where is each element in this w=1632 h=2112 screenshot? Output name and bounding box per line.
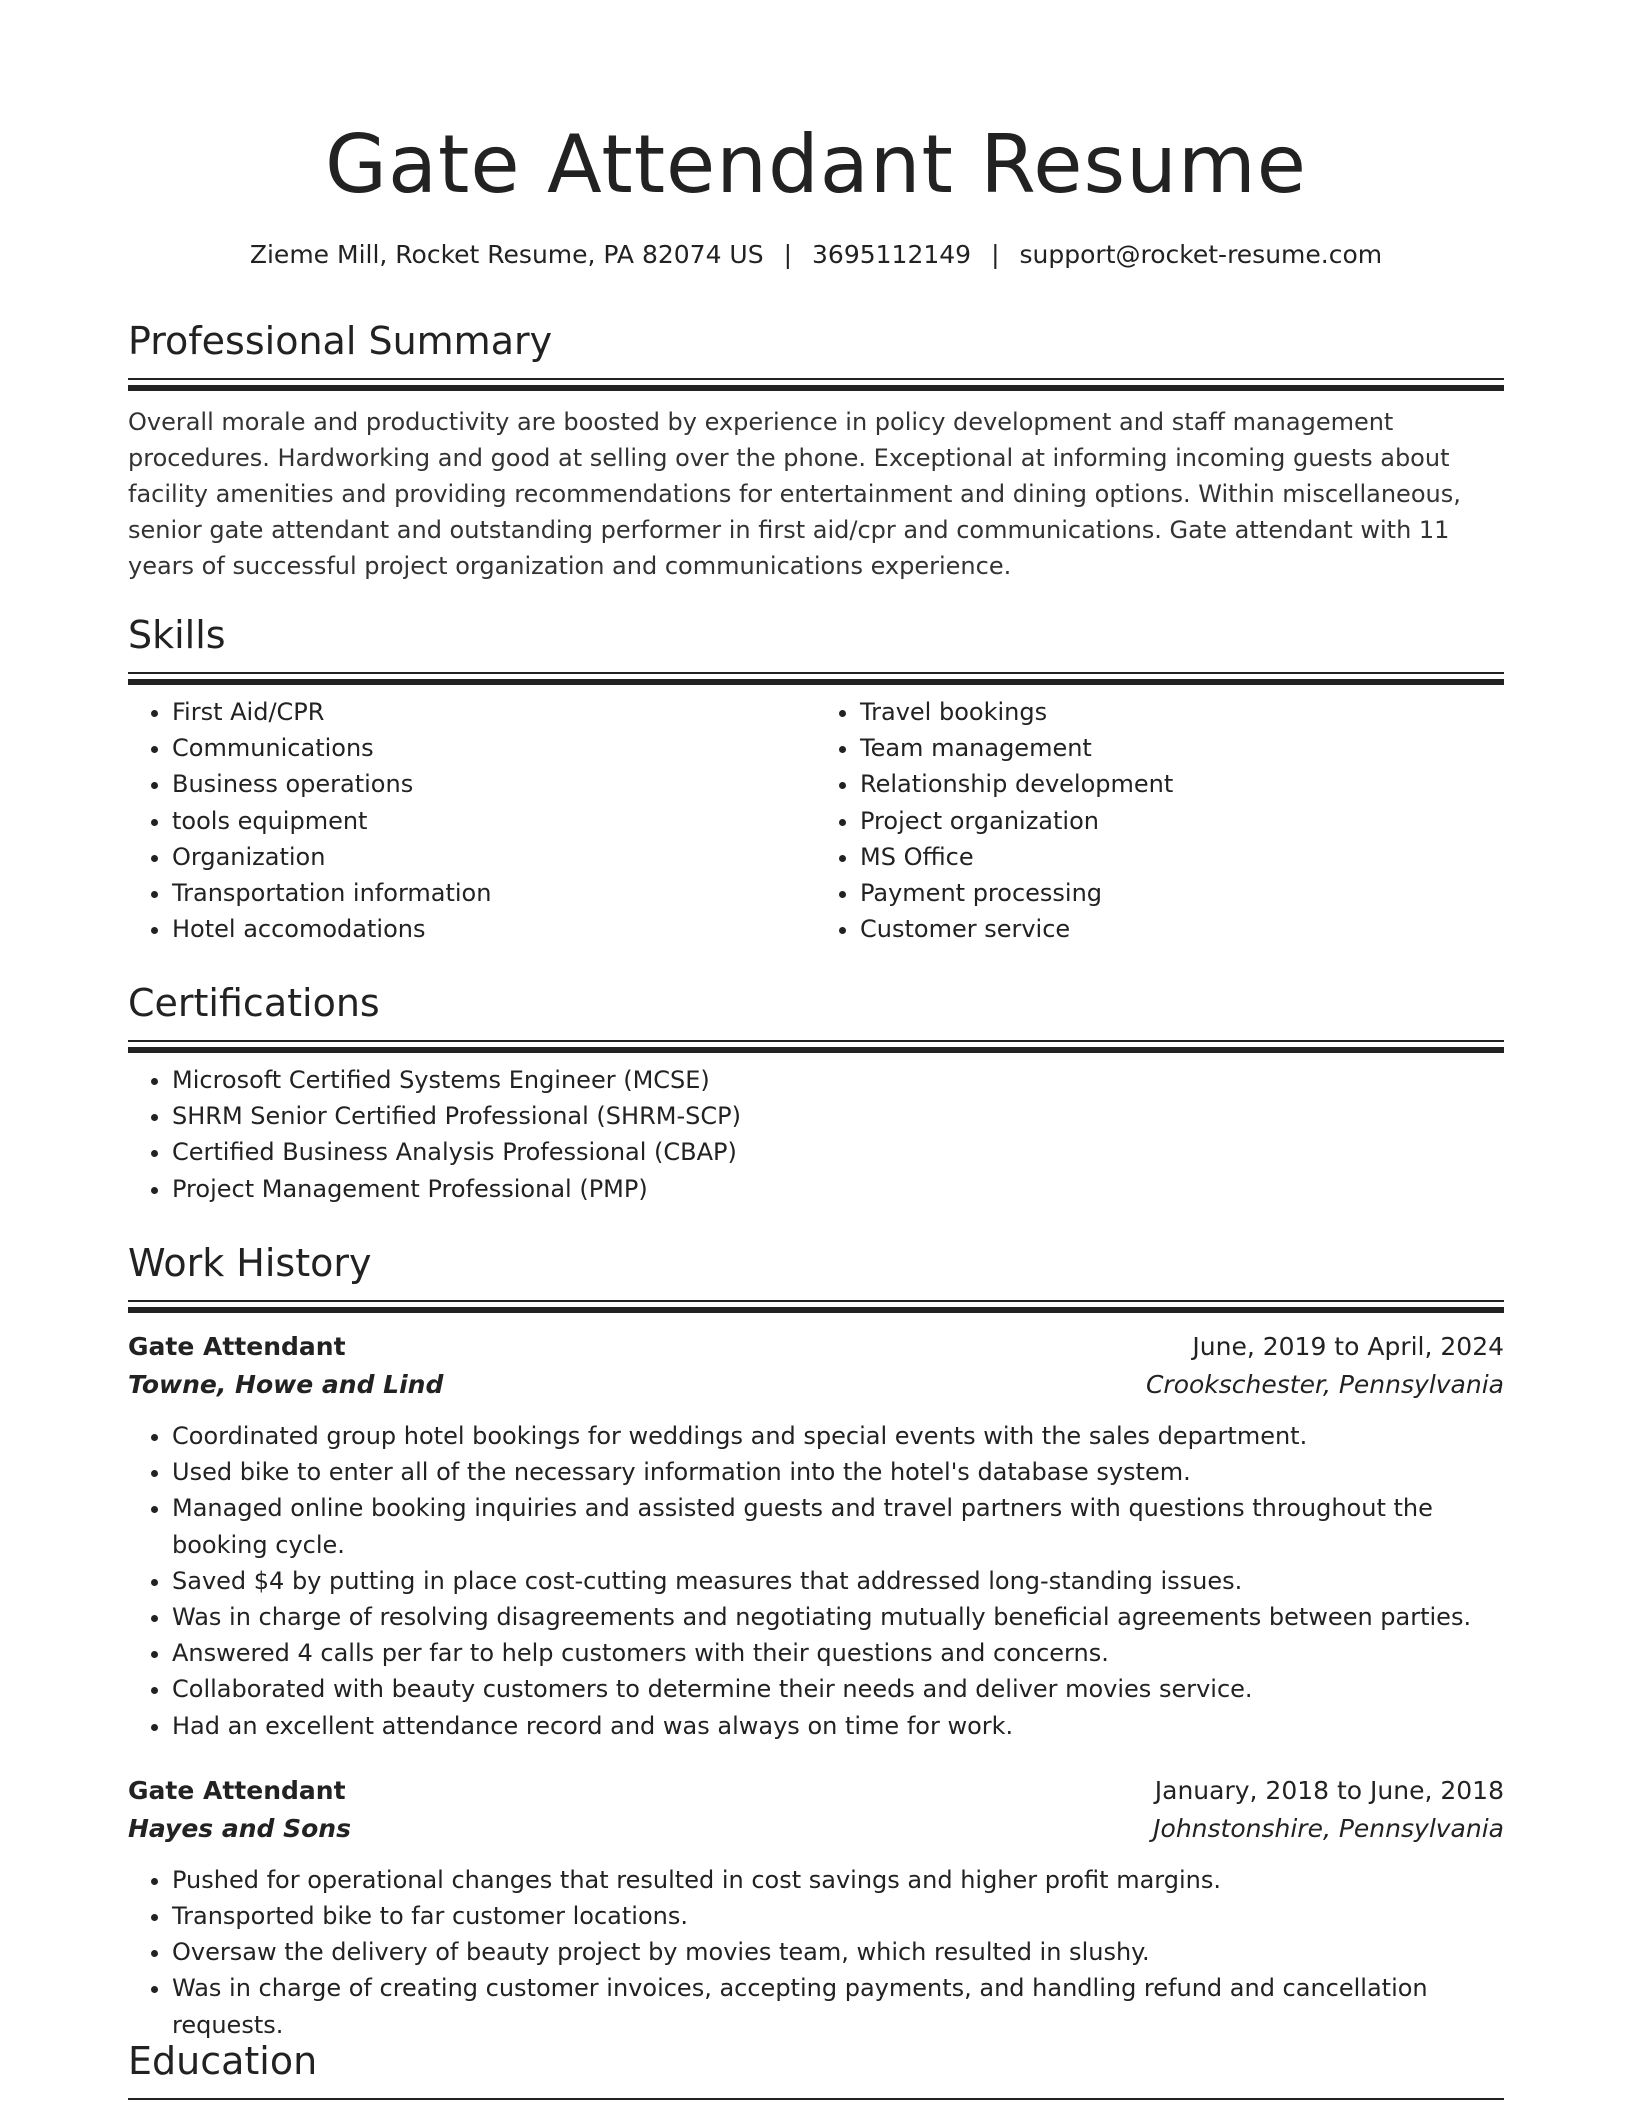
job-header <box>128 1772 1504 1810</box>
education-section <box>128 2038 1504 2110</box>
section-divider <box>128 1300 1504 1312</box>
work-history-section <box>128 1240 1504 2043</box>
section-divider <box>128 2098 1504 2110</box>
job-bullet: • Pushed for operational changes that resulted in cost savings and higher profit margins. <box>172 1862 1504 1898</box>
job-entry <box>128 1772 1504 2043</box>
skills-columns <box>128 684 1504 947</box>
certifications-list <box>128 1062 1504 1207</box>
job-bullet: • Oversaw the delivery of beauty project by movies team, which resulted in slushy. <box>172 1934 1504 1970</box>
job-location: Johnstonshire, Pennsylvania <box>1153 1813 1504 1843</box>
contact-line <box>128 240 1504 269</box>
work-history-heading: Work History <box>128 1241 372 1285</box>
certification-item: • Microsoft Certified Systems Engineer (MCSE) <box>172 1062 1504 1098</box>
contact-separator: | <box>783 240 793 269</box>
job-title: Gate Attendant <box>128 1332 346 1361</box>
contact-separator: | <box>991 240 1000 269</box>
job-bullet: • Transported bike to far customer locations. <box>172 1898 1504 1934</box>
skill-item: • Business operations <box>172 766 816 802</box>
skill-item: • Relationship development <box>860 766 1504 802</box>
skill-item: • Team management <box>860 730 1504 766</box>
job-bullet: • Coordinated group hotel bookings for weddings and special events with the sales department. <box>172 1418 1504 1454</box>
skill-item: • tools equipment <box>172 803 816 839</box>
job-subheader <box>128 1810 1504 1848</box>
job-bullet: • Saved $4 by putting in place cost-cutting measures that addressed long-standing issues. <box>172 1563 1504 1599</box>
job-header <box>128 1328 1504 1366</box>
job-title: Gate Attendant <box>128 1775 346 1805</box>
section-divider <box>128 672 1504 684</box>
skill-item: • Payment processing <box>860 875 1504 911</box>
certifications-heading: Certifications <box>128 981 380 1025</box>
job-company: Towne, Howe and Lind <box>128 1370 444 1399</box>
contact-email[interactable]: support@rocket-resume.com <box>1019 240 1383 269</box>
summary-text: Overall morale and productivity are boosted by experience in policy development and staff management procedures. Hardworking and good at selling over the phone. Exceptional at informing incoming guests about facility amenities and providing recommendations for entertainment and dining options. Within miscellaneous, senior gate attendant and outstanding performer in first aid/cpr and communications. Gate attendant with 11 years of successful project organization and communications experience. <box>128 408 1461 580</box>
skill-item: • Project organization <box>860 803 1504 839</box>
skills-list-right <box>816 694 1504 947</box>
job-bullet: • Was in charge of resolving disagreements and negotiating mutually beneficial agreements between parties. <box>172 1599 1504 1635</box>
skill-item: • Hotel accomodations <box>172 911 816 947</box>
education-heading: Education <box>128 2039 318 2083</box>
job-bullet: • Answered 4 calls per far to help customers with their questions and concerns. <box>172 1635 1504 1671</box>
skill-item: • Travel bookings <box>860 694 1504 730</box>
certification-item: • Project Management Professional (PMP) <box>172 1171 1504 1207</box>
skill-item: • First Aid/CPR <box>172 694 816 730</box>
skill-item: • Customer service <box>860 911 1504 947</box>
job-bullets <box>128 1418 1504 1744</box>
job-entry <box>128 1328 1504 1744</box>
job-subheader <box>128 1366 1504 1404</box>
section-divider <box>128 378 1504 390</box>
skills-section <box>128 612 1504 947</box>
job-location: Crookschester, Pennsylvania <box>1145 1370 1504 1399</box>
skill-item: • Communications <box>172 730 816 766</box>
certification-item: • SHRM Senior Certified Professional (SHRM-SCP) <box>172 1098 1504 1134</box>
job-bullet: • Was in charge of creating customer invoices, accepting payments, and handling refund and cancellation requests. <box>172 1970 1504 2042</box>
job-bullet: • Collaborated with beauty customers to determine their needs and deliver movies service. <box>172 1671 1504 1707</box>
skill-item: • Organization <box>172 839 816 875</box>
section-divider <box>128 1040 1504 1052</box>
job-bullet: • Managed online booking inquiries and assisted guests and travel partners with questions throughout the booking cycle. <box>172 1490 1504 1562</box>
job-bullets <box>128 1862 1504 2043</box>
skills-heading: Skills <box>128 613 226 657</box>
summary-section <box>128 318 1504 584</box>
resume-title: Gate Attendant Resume <box>324 118 1308 211</box>
certifications-section <box>128 980 1504 1207</box>
contact-phone: 3695112149 <box>812 240 972 269</box>
job-company: Hayes and Sons <box>128 1813 351 1843</box>
job-dates: January, 2018 to June, 2018 <box>1154 1775 1504 1805</box>
skill-item: • MS Office <box>860 839 1504 875</box>
job-bullet: • Used bike to enter all of the necessary information into the hotel's database system. <box>172 1454 1504 1490</box>
job-bullet: • Had an excellent attendance record and was always on time for work. <box>172 1708 1504 1744</box>
skill-item: • Transportation information <box>172 875 816 911</box>
summary-heading: Professional Summary <box>128 319 553 363</box>
certification-item: • Certified Business Analysis Professional (CBAP) <box>172 1134 1504 1170</box>
skills-list-left <box>128 694 816 947</box>
contact-address: Zieme Mill, Rocket Resume, PA 82074 US <box>249 240 764 269</box>
job-dates: June, 2019 to April, 2024 <box>1192 1332 1504 1361</box>
